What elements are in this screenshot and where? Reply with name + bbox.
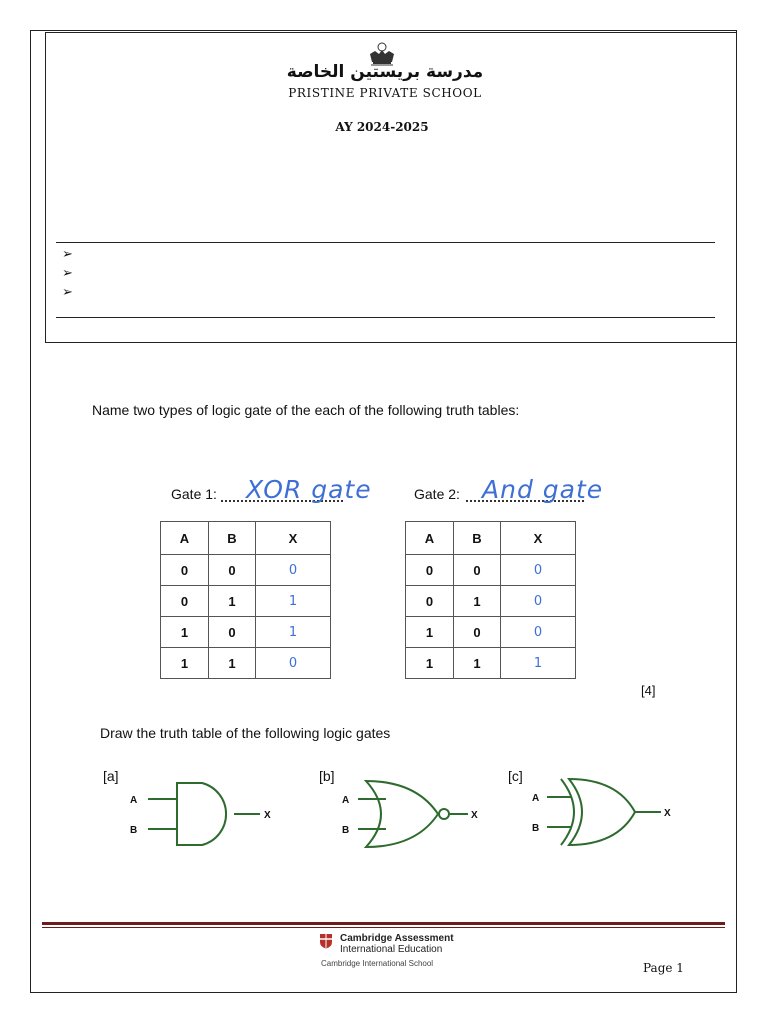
gate-tag-a: [a] (103, 768, 119, 784)
cambridge-school-text: Cambridge International School (321, 959, 434, 968)
and-gate-icon (120, 775, 280, 855)
cell-b: 1 (209, 648, 256, 679)
input-a-label: A (532, 793, 540, 804)
header-b: B (454, 522, 501, 555)
marks-label: [4] (641, 683, 656, 698)
cell-b: 1 (454, 648, 501, 679)
cambridge-assessment-text: Cambridge Assessment (340, 933, 454, 944)
academic-year: AY 2024-2025 (335, 120, 429, 134)
question2-text: Draw the truth table of the following logic gates (100, 725, 391, 741)
instruction-bullets (62, 244, 73, 301)
table-row (406, 617, 576, 648)
table-header-row (406, 522, 576, 555)
xor-gate-icon (525, 775, 685, 855)
cell-a: 1 (161, 648, 209, 679)
header-b: B (209, 522, 256, 555)
cell-x-handwritten: 1 (256, 617, 331, 648)
gate1-handwritten-answer: XOR gate (246, 475, 372, 504)
gate1-truth-table (160, 521, 331, 679)
question1-text: Name two types of logic gate of the each of the following truth tables: (92, 402, 520, 418)
table-header-row (161, 522, 331, 555)
header-rule-bottom (56, 317, 715, 318)
international-education-text: International Education (340, 944, 443, 955)
table-row (161, 586, 331, 617)
cell-x-handwritten: 1 (256, 586, 331, 617)
cell-x-handwritten: 0 (501, 555, 576, 586)
cambridge-shield-icon (319, 933, 333, 949)
cell-x-handwritten: 0 (256, 648, 331, 679)
output-x-label: X (264, 810, 271, 821)
input-b-label: B (532, 823, 540, 834)
cell-x-handwritten: 0 (501, 586, 576, 617)
header-a: A (406, 522, 454, 555)
header-x: X (501, 522, 576, 555)
cell-b: 0 (209, 555, 256, 586)
cell-x-handwritten: 1 (501, 648, 576, 679)
table-row (406, 555, 576, 586)
gate1-label: Gate 1: (171, 486, 217, 502)
output-x-label: X (471, 810, 478, 821)
footer-rule-thin (42, 927, 725, 928)
school-name-arabic: مدرسة بريستين الخاصة (286, 62, 484, 82)
cell-x-handwritten: 0 (501, 617, 576, 648)
cell-b: 0 (454, 555, 501, 586)
gate2-label: Gate 2: (414, 486, 460, 502)
header-x: X (256, 522, 331, 555)
page-number: Page 1 (643, 961, 684, 975)
footer-rule-thick (42, 922, 725, 925)
table-row (161, 648, 331, 679)
cell-a: 1 (406, 617, 454, 648)
input-a-label: A (342, 795, 350, 806)
output-x-label: X (664, 808, 671, 819)
cell-a: 1 (161, 617, 209, 648)
bullet-item: ➢ (62, 265, 73, 280)
header-a: A (161, 522, 209, 555)
input-a-label: A (130, 795, 138, 806)
cell-b: 0 (454, 617, 501, 648)
cell-a: 0 (161, 586, 209, 617)
header-rule-top (56, 242, 715, 243)
cell-a: 0 (406, 586, 454, 617)
cell-a: 0 (406, 555, 454, 586)
bullet-item: ➢ (62, 246, 73, 261)
school-name-english: PRISTINE PRIVATE SCHOOL (288, 86, 482, 100)
cell-b: 1 (209, 586, 256, 617)
table-row (406, 648, 576, 679)
cell-x-handwritten: 0 (256, 555, 331, 586)
nor-gate-icon (336, 775, 496, 855)
input-b-label: B (130, 825, 138, 836)
bullet-item: ➢ (62, 284, 73, 299)
gate-tag-c: [c] (508, 768, 523, 784)
table-row (406, 586, 576, 617)
gate2-handwritten-answer: And gate (482, 475, 604, 504)
table-row (161, 555, 331, 586)
cell-b: 0 (209, 617, 256, 648)
cell-a: 1 (406, 648, 454, 679)
gate2-truth-table (405, 521, 576, 679)
table-row (161, 617, 331, 648)
gate-tag-b: [b] (319, 768, 335, 784)
cell-a: 0 (161, 555, 209, 586)
cell-b: 1 (454, 586, 501, 617)
input-b-label: B (342, 825, 350, 836)
